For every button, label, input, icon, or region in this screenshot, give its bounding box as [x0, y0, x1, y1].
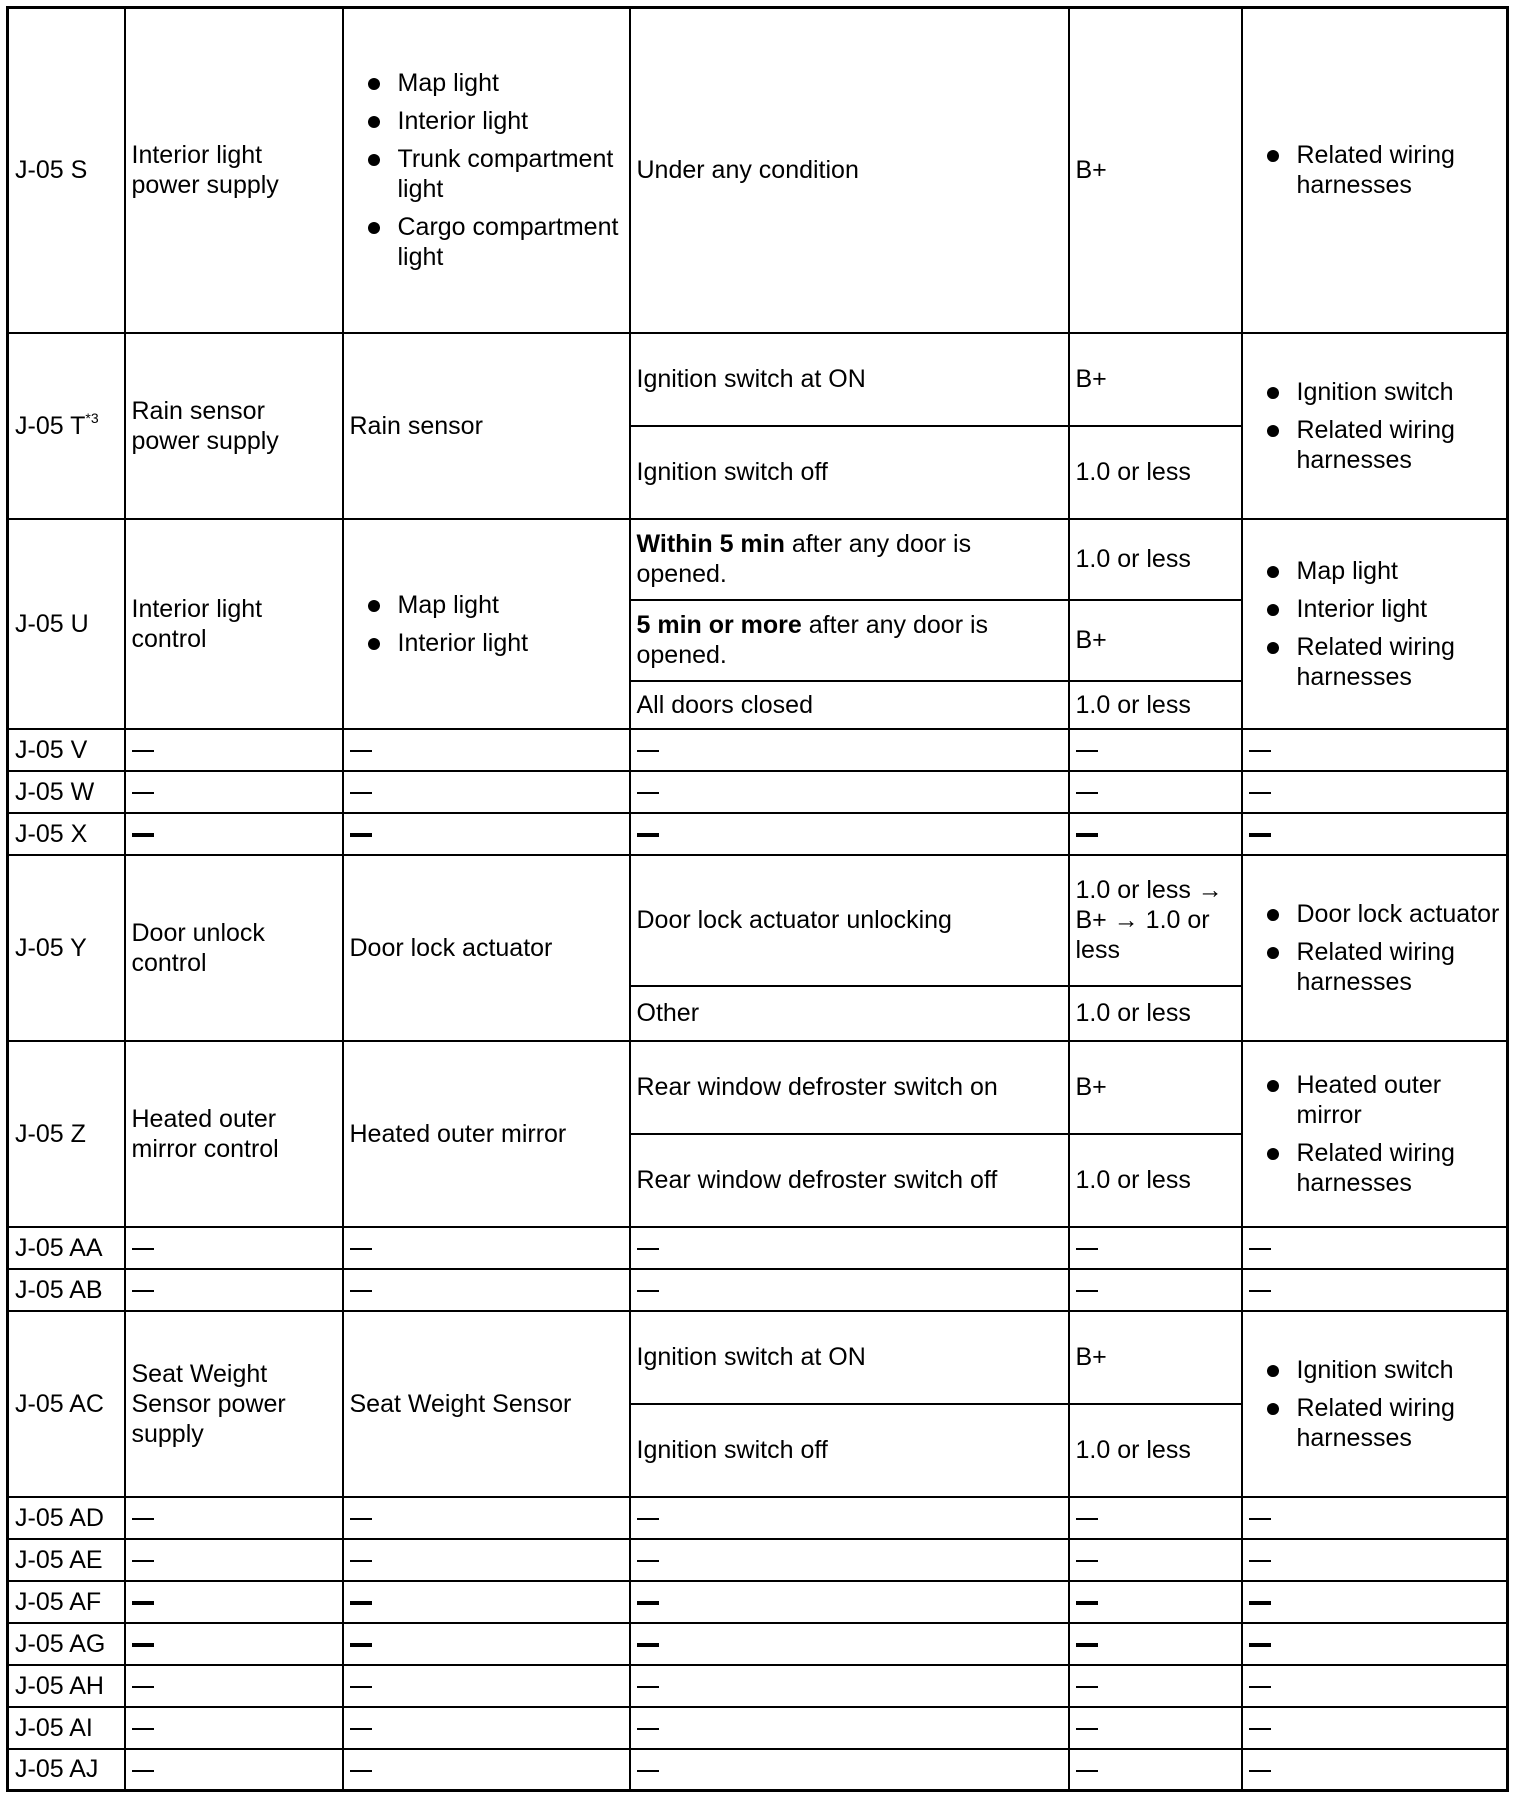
empty-cell: [1242, 1707, 1508, 1749]
table-row: [8, 1665, 1508, 1707]
terminal-voltage-table: [6, 6, 1509, 1792]
empty-cell: [1069, 1581, 1242, 1623]
check-item-cell: [1242, 1311, 1508, 1497]
connected-label: Door lock actuator: [349, 933, 553, 962]
empty-cell: [343, 1539, 630, 1581]
terminal-label: J-05 AH: [15, 1671, 104, 1700]
table-row: [8, 1707, 1508, 1749]
table-body: [8, 8, 1508, 1791]
empty-cell: [630, 1269, 1069, 1311]
empty-cell: [343, 1749, 630, 1791]
dash-mark: [1076, 1686, 1098, 1688]
list-item: Map light: [398, 590, 623, 620]
description-cell: Rain sensor power supply: [125, 333, 343, 519]
list-item: Interior light: [398, 628, 623, 658]
list-item: Interior light: [398, 106, 623, 136]
condition-cell: [630, 1041, 1069, 1134]
dash-mark: [1076, 833, 1098, 837]
voltage-cell: 1.0 or less: [1069, 681, 1242, 729]
empty-cell: [125, 1497, 343, 1539]
check-item-cell: [1242, 855, 1508, 1041]
description-cell: Door unlock control: [125, 855, 343, 1041]
dash-mark: [637, 1643, 659, 1647]
empty-cell: [630, 771, 1069, 813]
empty-cell: [125, 1269, 343, 1311]
dash-mark: [1076, 1518, 1098, 1520]
dash-mark: [1249, 1560, 1271, 1562]
dash-mark: [637, 1770, 659, 1772]
check-list: [1249, 899, 1501, 997]
check-list: [1249, 140, 1501, 200]
empty-cell: [125, 1749, 343, 1791]
empty-cell: [343, 1227, 630, 1269]
list-item: Door lock actuator: [1296, 899, 1500, 928]
terminal-cell: [8, 1749, 125, 1791]
check-item-cell: [1242, 333, 1508, 519]
empty-cell: [125, 771, 343, 813]
empty-cell: [343, 729, 630, 771]
condition-text: after any door is opened.: [636, 611, 989, 669]
connected-to-cell: [343, 1311, 630, 1497]
dash-mark: [1076, 1560, 1098, 1562]
dash-mark: [132, 1728, 154, 1730]
dash-mark: [1249, 1728, 1271, 1730]
list-item: Related wiring harnesses: [1297, 140, 1501, 200]
condition-text: after any door is opened.: [636, 530, 972, 588]
terminal-label: J-05 U: [15, 609, 89, 638]
empty-cell: [125, 1539, 343, 1581]
terminal-label: J-05 W: [15, 777, 95, 806]
terminal-note: *3: [85, 409, 99, 426]
dash-mark: [132, 792, 154, 794]
voltage-cell: B+: [1069, 333, 1242, 426]
terminal-cell: [8, 8, 125, 333]
dash-mark: [637, 1518, 659, 1520]
empty-cell: [125, 729, 343, 771]
terminal-label: J-05 AJ: [15, 1755, 99, 1784]
empty-cell: [630, 1227, 1069, 1269]
dash-mark: [637, 833, 659, 837]
empty-cell: [125, 1227, 343, 1269]
dash-mark: [637, 750, 659, 752]
empty-cell: [1069, 1749, 1242, 1791]
list-item: Map light: [1297, 556, 1501, 586]
dash-mark: [637, 1601, 659, 1605]
dash-mark: [637, 1248, 659, 1250]
terminal-cell: [8, 813, 125, 855]
empty-cell: [343, 1497, 630, 1539]
table-row: [8, 771, 1508, 813]
connected-label: Rain sensor: [349, 411, 483, 440]
dash-mark: [132, 1643, 154, 1647]
condition-cell: [630, 681, 1069, 729]
terminal-cell: [8, 1311, 125, 1497]
description-cell: Interior light power supply: [125, 8, 343, 333]
empty-cell: [1242, 1623, 1508, 1665]
list-item: Related wiring harnesses: [1297, 937, 1501, 997]
dash-mark: [1076, 1601, 1098, 1605]
list-item: Related wiring harnesses: [1297, 1138, 1501, 1198]
table-row: [8, 519, 1508, 600]
dash-mark: [1249, 1686, 1271, 1688]
terminal-cell: [8, 1581, 125, 1623]
condition-text: Ignition switch off: [636, 458, 828, 486]
check-list: [1249, 377, 1501, 475]
dash-mark: [1076, 1770, 1098, 1772]
condition-cell: [630, 1404, 1069, 1497]
terminal-label: J-05 AC: [15, 1389, 104, 1418]
check-item-cell: [1242, 519, 1508, 729]
voltage-cell: 1.0 or less → B+ → 1.0 or less: [1069, 855, 1242, 986]
voltage-cell: 1.0 or less: [1069, 426, 1242, 519]
empty-cell: [1242, 813, 1508, 855]
dash-mark: [132, 1518, 154, 1520]
dash-mark: [132, 1290, 154, 1292]
table-row: [8, 1749, 1508, 1791]
condition-cell: [630, 986, 1069, 1041]
empty-cell: [125, 1707, 343, 1749]
terminal-cell: [8, 1539, 125, 1581]
table-row: [8, 1311, 1508, 1404]
list-item: Related wiring harnesses: [1297, 632, 1501, 692]
dash-mark: [350, 792, 372, 794]
condition-cell: [630, 426, 1069, 519]
terminal-cell: [8, 855, 125, 1041]
empty-cell: [343, 813, 630, 855]
table-row: [8, 729, 1508, 771]
empty-cell: [1069, 771, 1242, 813]
connected-list: [350, 68, 623, 272]
check-item-cell: [1242, 1041, 1508, 1227]
connected-to-cell: [343, 855, 630, 1041]
condition-text: Other: [636, 999, 700, 1027]
table-row: [8, 1581, 1508, 1623]
dash-mark: [132, 1601, 154, 1605]
dash-mark: [1249, 1601, 1271, 1605]
empty-cell: [630, 1581, 1069, 1623]
dash-mark: [1249, 792, 1271, 794]
table-row: [8, 1269, 1508, 1311]
condition-text: All doors closed: [636, 690, 813, 719]
empty-cell: [1069, 1707, 1242, 1749]
empty-cell: [1242, 1539, 1508, 1581]
table-row: [8, 333, 1508, 426]
empty-cell: [1069, 813, 1242, 855]
empty-cell: [630, 729, 1069, 771]
terminal-label: J-05 AI: [15, 1713, 93, 1742]
voltage-cell: B+: [1069, 1041, 1242, 1134]
empty-cell: [1069, 1665, 1242, 1707]
dash-mark: [1249, 1290, 1271, 1292]
terminal-label: J-05 Y: [15, 933, 87, 962]
dash-mark: [350, 1728, 372, 1730]
empty-cell: [1242, 1227, 1508, 1269]
empty-cell: [630, 1665, 1069, 1707]
condition-text: Ignition switch at ON: [636, 1343, 866, 1371]
voltage-cell: B+: [1069, 1311, 1242, 1404]
connected-to-cell: [343, 333, 630, 519]
voltage-cell: B+: [1069, 8, 1242, 333]
terminal-label: J-05 T: [15, 411, 86, 440]
dash-mark: [1076, 1248, 1098, 1250]
dash-mark: [132, 750, 154, 752]
condition-text: Rear window defroster switch on: [636, 1073, 998, 1101]
terminal-label: J-05 X: [15, 819, 88, 848]
voltage-cell: 1.0 or less: [1069, 1404, 1242, 1497]
dash-mark: [1249, 1770, 1271, 1772]
terminal-cell: [8, 1227, 125, 1269]
terminal-label: J-05 AF: [15, 1587, 102, 1616]
voltage-cell: 1.0 or less: [1069, 986, 1242, 1041]
terminal-cell: [8, 1665, 125, 1707]
dash-mark: [1249, 1518, 1271, 1520]
condition-cell: [630, 1311, 1069, 1404]
empty-cell: [1242, 729, 1508, 771]
empty-cell: [1069, 1497, 1242, 1539]
dash-mark: [1076, 750, 1098, 752]
condition-emphasis: Within 5 min: [636, 530, 785, 558]
terminal-cell: [8, 771, 125, 813]
dash-mark: [637, 1728, 659, 1730]
dash-mark: [637, 1290, 659, 1292]
dash-mark: [132, 833, 154, 837]
empty-cell: [125, 1623, 343, 1665]
check-list: [1249, 1355, 1501, 1453]
dash-mark: [1249, 1643, 1271, 1647]
connected-to-cell: [343, 519, 630, 729]
terminal-cell: [8, 519, 125, 729]
dash-mark: [1076, 1728, 1098, 1730]
condition-text: Ignition switch at ON: [636, 365, 866, 393]
list-item: Map light: [398, 68, 623, 98]
description-cell: Interior light control: [125, 519, 343, 729]
dash-mark: [350, 1770, 372, 1772]
terminal-label: J-05 AG: [15, 1629, 106, 1658]
dash-mark: [350, 1686, 372, 1688]
connected-to-cell: [343, 1041, 630, 1227]
table-row: [8, 1497, 1508, 1539]
table-row: [8, 813, 1508, 855]
dash-mark: [350, 1601, 372, 1605]
terminal-cell: [8, 1041, 125, 1227]
check-list: [1249, 556, 1501, 692]
condition-cell: [630, 519, 1069, 600]
dash-mark: [637, 1560, 659, 1562]
dash-mark: [132, 1560, 154, 1562]
empty-cell: [343, 1707, 630, 1749]
empty-cell: [1069, 729, 1242, 771]
dash-mark: [1249, 750, 1271, 752]
table-row: [8, 1227, 1508, 1269]
dash-mark: [132, 1248, 154, 1250]
empty-cell: [630, 1497, 1069, 1539]
dash-mark: [350, 833, 372, 837]
empty-cell: [1069, 1269, 1242, 1311]
dash-mark: [350, 1518, 372, 1520]
terminal-label: J-05 S: [15, 156, 88, 185]
description-cell: Seat Weight Sensor power supply: [125, 1311, 343, 1497]
dash-mark: [1076, 1643, 1098, 1647]
dash-mark: [350, 1560, 372, 1562]
terminal-cell: [8, 1707, 125, 1749]
dash-mark: [1249, 833, 1271, 837]
condition-cell: [630, 600, 1069, 681]
empty-cell: [1069, 1227, 1242, 1269]
dash-mark: [132, 1770, 154, 1772]
dash-mark: [350, 1248, 372, 1250]
terminal-label: J-05 AA: [15, 1233, 103, 1262]
table-row: [8, 1041, 1508, 1134]
table-row: [8, 855, 1508, 986]
condition-cell: [630, 333, 1069, 426]
dash-mark: [1249, 1248, 1271, 1250]
dash-mark: [350, 1290, 372, 1292]
terminal-cell: [8, 333, 125, 519]
empty-cell: [630, 1707, 1069, 1749]
dash-mark: [637, 1686, 659, 1688]
condition-cell: [630, 1134, 1069, 1227]
check-item-cell: [1242, 8, 1508, 333]
voltage-cell: B+: [1069, 600, 1242, 681]
empty-cell: [1242, 1497, 1508, 1539]
dash-mark: [1076, 1290, 1098, 1292]
terminal-label: J-05 Z: [15, 1119, 86, 1148]
terminal-cell: [8, 1623, 125, 1665]
list-item: Cargo compartment light: [398, 212, 623, 272]
empty-cell: [1069, 1623, 1242, 1665]
list-item: Heated outer mirror: [1297, 1070, 1501, 1130]
table-row: [8, 8, 1508, 333]
condition-text: Ignition switch off: [636, 1436, 828, 1464]
empty-cell: [630, 1623, 1069, 1665]
empty-cell: [125, 1665, 343, 1707]
condition-text: Door lock actuator unlocking: [636, 906, 952, 934]
empty-cell: [630, 1749, 1069, 1791]
condition-cell: [630, 855, 1069, 986]
check-list: [1249, 1070, 1501, 1198]
connected-list: [350, 590, 623, 658]
table-row: [8, 1623, 1508, 1665]
connected-label: Seat Weight Sensor: [349, 1389, 572, 1418]
empty-cell: [1242, 1665, 1508, 1707]
empty-cell: [630, 1539, 1069, 1581]
list-item: Ignition switch: [1297, 1355, 1501, 1385]
voltage-cell: 1.0 or less: [1069, 519, 1242, 600]
terminal-cell: [8, 1497, 125, 1539]
description-cell: Heated outer mirror control: [125, 1041, 343, 1227]
terminal-cell: [8, 1269, 125, 1311]
connected-to-cell: [343, 8, 630, 333]
dash-mark: [132, 1686, 154, 1688]
table-row: [8, 1539, 1508, 1581]
condition-cell: [630, 8, 1069, 333]
empty-cell: [1242, 771, 1508, 813]
empty-cell: [343, 1581, 630, 1623]
empty-cell: [343, 1269, 630, 1311]
terminal-label: J-05 V: [15, 735, 88, 764]
condition-emphasis: 5 min or more: [636, 611, 802, 639]
dash-mark: [1076, 792, 1098, 794]
dash-mark: [350, 750, 372, 752]
terminal-label: J-05 AB: [15, 1275, 103, 1304]
condition-text: Under any condition: [636, 156, 859, 185]
empty-cell: [343, 1665, 630, 1707]
voltage-cell: 1.0 or less: [1069, 1134, 1242, 1227]
empty-cell: [343, 771, 630, 813]
list-item: Ignition switch: [1297, 377, 1501, 407]
empty-cell: [125, 1581, 343, 1623]
empty-cell: [343, 1623, 630, 1665]
condition-text: Rear window defroster switch off: [636, 1166, 998, 1194]
empty-cell: [125, 813, 343, 855]
list-item: Related wiring harnesses: [1297, 415, 1501, 475]
terminal-label: J-05 AE: [15, 1545, 103, 1574]
terminal-cell: [8, 729, 125, 771]
terminal-label: J-05 AD: [15, 1503, 104, 1532]
empty-cell: [1242, 1749, 1508, 1791]
list-item: Related wiring harnesses: [1297, 1393, 1501, 1453]
dash-mark: [350, 1643, 372, 1647]
empty-cell: [1242, 1269, 1508, 1311]
list-item: Trunk compartment light: [398, 144, 623, 204]
empty-cell: [630, 813, 1069, 855]
empty-cell: [1242, 1581, 1508, 1623]
connected-label: Heated outer mirror: [349, 1119, 567, 1148]
empty-cell: [1069, 1539, 1242, 1581]
dash-mark: [637, 792, 659, 794]
list-item: Interior light: [1297, 594, 1501, 624]
